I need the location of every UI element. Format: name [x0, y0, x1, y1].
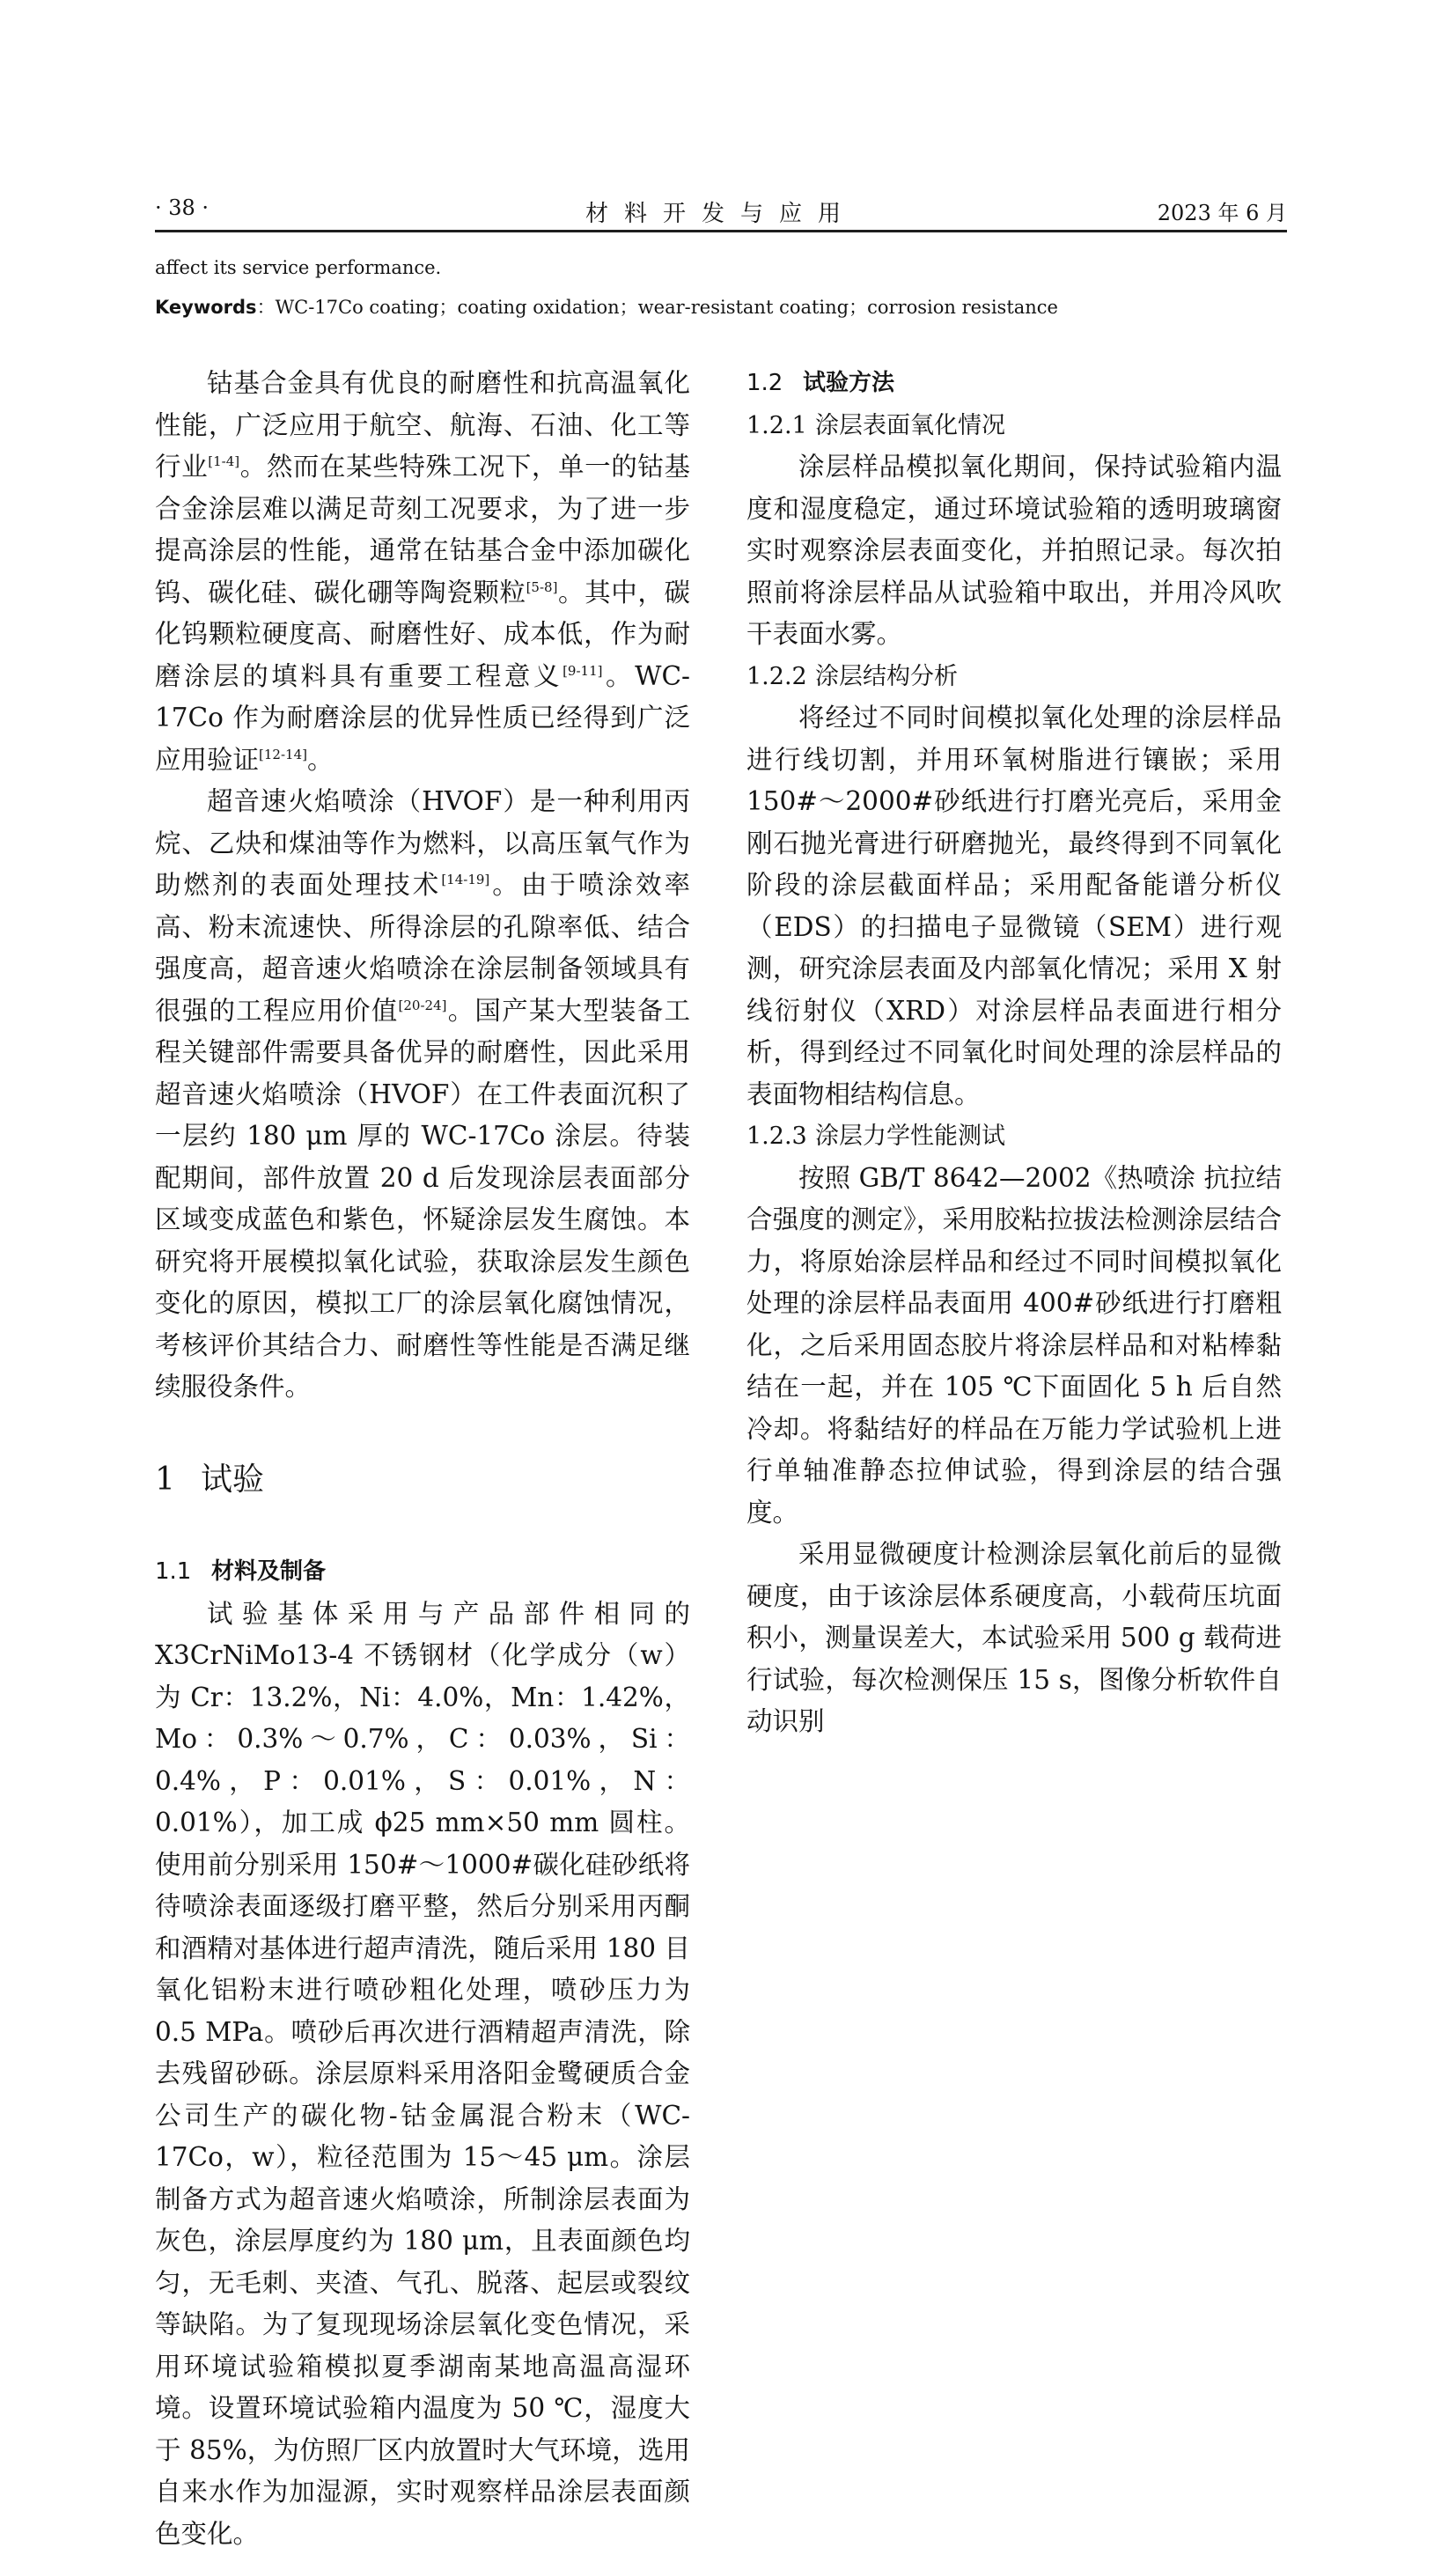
left-column — [155, 363, 690, 2555]
journal-title: 材料开发与应用 — [155, 195, 1287, 228]
intro-paragraph-1: 钴基合金具有优良的耐磨性和抗高温氧化性能，广泛应用于航空、航海、石油、化工等行业[1-4]。然而在某些特殊工况下，单一的钴基合金涂层难以满足苛刻工况要求，为了进一步提高涂层的性能，通常在钴基合金中添加碳化钨、碳化硅、碳化硼等陶瓷颗粒[5-8]。其中，碳化钨颗粒硬度高、耐磨性好、成本低，作为耐磨涂层的填料具有重要工程意义[9-11]。WC-17Co 作为耐磨涂层的优异性质已经得到广泛应用验证[12-14]。 — [155, 363, 690, 781]
citation: [5-8] — [526, 579, 558, 595]
keywords-separator: ： — [257, 297, 276, 318]
intro-paragraph-2: 超音速火焰喷涂（HVOF）是一种利用丙烷、乙炔和煤油等作为燃料，以高压氧气作为助燃剂的表面处理技术[14-19]。由于喷涂效率高、粉末流速快、所得涂层的孔隙率低、结合强度高，超音速火焰喷涂在涂层制备领域具有很强的工程应用价值[20-24]。国产某大型装备工程关键部件需要具备优异的耐磨性，因此采用超音速火焰喷涂（HVOF）在工件表面沉积了一层约 180 μm 厚的 WC-17Co 涂层。待装配期间，部件放置 20 d 后发现涂层表面部分区域变成蓝色和紫色，怀疑涂层发生腐蚀。本研究将开展模拟氧化试验，获取涂层发生颜色变化的原因，模拟工厂的涂层氧化腐蚀情况，考核评价其结合力、耐磨性等性能是否满足继续服役条件。 — [155, 781, 690, 1409]
page-header — [155, 195, 1287, 231]
materials-paragraph: 试验基体采用与产品部件相同的 X3CrNiMo13-4 不锈钢材（化学成分（w）为 Cr：13.2%，Ni：4.0%，Mn：1.42%，Mo：0.3%～0.7%，C：0.03%，Si：0.4%，P：0.01%，S：0.01%，N：0.01%），加工成 ϕ25 mm×50 mm 圆柱。使用前分别采用 150#～1000#碳化硅砂纸将待喷涂表面逐级打磨平整，然后分别采用丙酮和酒精对基体进行超声清洗，随后采用 180 目氧化铝粉末进行喷砂粗化处理，喷砂压力为 0.5 MPa。喷砂后再次进行酒精超声清洗，除去残留砂砾。涂层原料采用洛阳金鹭硬质合金公司生产的碳化物-钴金属混合粉末（WC-17Co，w），粒径范围为 15～45 μm。涂层制备方式为超音速火焰喷涂，所制涂层表面为灰色，涂层厚度约为 180 μm，且表面颜色均匀，无毛刺、夹渣、气孔、脱落、起层或裂纹等缺陷。为了复现现场涂层氧化变色情况，采用环境试验箱模拟夏季湖南某地高温高湿环境。设置环境试验箱内温度为 50 ℃，湿度大于 85%，为仿照厂区内放置时大气环境，选用自来水作为加湿源，实时观察样品涂层表面颜色变化。 — [155, 1594, 690, 2555]
citation: [12-14] — [259, 747, 307, 762]
mechanical-paragraph-2: 采用显微硬度计检测涂层氧化前后的显微硬度，由于该涂层体系硬度高，小载荷压坑面积小，测量误差大，本试验采用 500 g 载荷进行试验，每次检测保压 15 s，图像分析软件自动识别 — [746, 1534, 1282, 1743]
keywords-text: WC-17Co coating；coating oxidation；wear-resistant coating；corrosion resistance — [276, 297, 1058, 318]
mechanical-paragraph-1: 按照 GB/T 8642—2002《热喷涂 抗拉结合强度的测定》，采用胶粘拉拔法检测涂层结合力，将原始涂层样品和经过不同时间模拟氧化处理的涂层样品表面用 400#砂纸进行打磨粗化，之后采用固态胶片将涂层样品和对粘棒黏结在一起，并在 105 ℃下面固化 5 h 后自然冷却。将黏结好的样品在万能力学试验机上进行单轴准静态拉伸试验，得到涂层的结合强度。 — [746, 1158, 1282, 1535]
subsection-heading-1-1: 1.1 材料及制备 — [155, 1551, 690, 1594]
citation: [20-24] — [399, 998, 447, 1013]
subsubsection-heading-1-2-1: 1.2.1 涂层表面氧化情况 — [746, 405, 1282, 447]
right-column — [746, 363, 1282, 1743]
structure-paragraph: 将经过不同时间模拟氧化处理的涂层样品进行线切割，并用环氧树脂进行镶嵌；采用 150#～2000#砂纸进行打磨光亮后，采用金刚石抛光膏进行研磨抛光，最终得到不同氧化阶段的涂层截面样品；采用配备能谱分析仪（EDS）的扫描电子显微镜（SEM）进行观测，研究涂层表面及内部氧化情况；采用 X 射线衍射仪（XRD）对涂层样品表面进行相分析，得到经过不同氧化时间处理的涂层样品的表面物相结构信息。 — [746, 697, 1282, 1116]
subsection-heading-1-2: 1.2 试验方法 — [746, 363, 1282, 405]
subsubsection-heading-1-2-2: 1.2.2 涂层结构分析 — [746, 656, 1282, 698]
header-rule — [155, 230, 1287, 232]
abstract-tail: affect its service performance. — [155, 257, 441, 278]
citation: [1-4] — [208, 453, 239, 469]
citation: [14-19] — [441, 872, 489, 887]
page-number: · 38 · — [155, 195, 209, 220]
subsubsection-heading-1-2-3: 1.2.3 涂层力学性能测试 — [746, 1116, 1282, 1158]
keywords-label: Keywords — [155, 297, 257, 318]
section-heading-1: 1 试验 — [155, 1459, 690, 1501]
oxidation-paragraph: 涂层样品模拟氧化期间，保持试验箱内温度和湿度稳定，通过环境试验箱的透明玻璃窗实时观察涂层表面变化，并拍照记录。每次拍照前将涂层样品从试验箱中取出，并用冷风吹干表面水雾。 — [746, 446, 1282, 656]
keywords-line — [155, 293, 1058, 320]
issue-date: 2023 年 6 月 — [1158, 195, 1287, 226]
citation: [9-11] — [563, 663, 602, 679]
